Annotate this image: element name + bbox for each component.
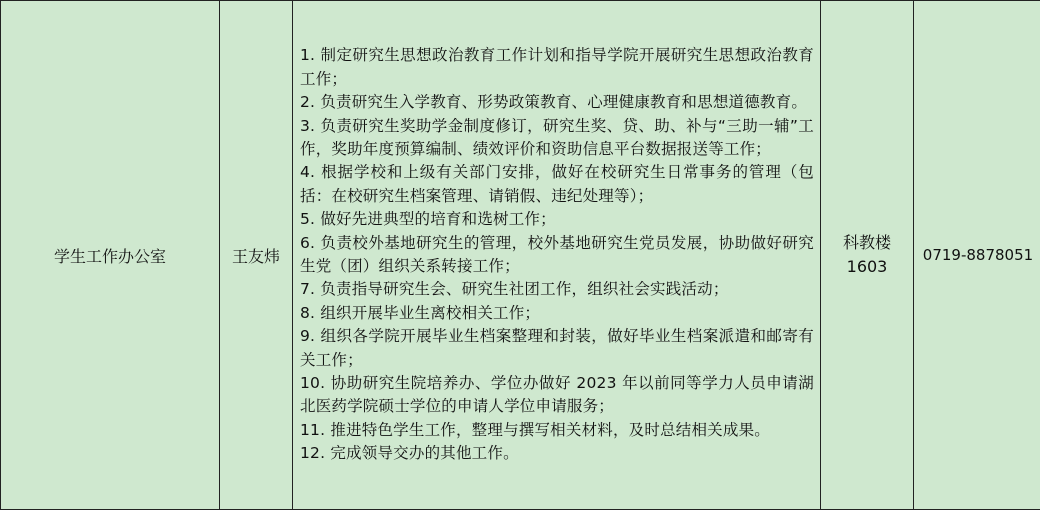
- duty-item-7: 7. 负责指导研究生会、研究生社团工作，组织社会实践活动；: [300, 280, 729, 299]
- duty-item-11: 11. 推进特色学生工作，整理与撰写相关材料，及时总结相关成果。: [300, 420, 770, 439]
- duties-cell: [293, 1, 821, 510]
- duties-list: [300, 44, 814, 465]
- duty-item-3: 3. 负责研究生奖助学金制度修订，研究生奖、贷、助、补与“三助一辅”工作，奖助年度预算编制、绩效评价和资助信息平台数据报送等工作；: [300, 116, 814, 158]
- duty-item-2: 2. 负责研究生入学教育、形势政策教育、心理健康教育和思想道德教育。: [300, 93, 808, 112]
- duty-item-10: 10. 协助研究生院培养办、学位办做好 2023 年以前同等学力人员申请湖北医药学院硕士学位的申请人学位申请服务；: [300, 374, 814, 416]
- person-cell: [220, 1, 293, 510]
- duty-item-1: 1. 制定研究生思想政治教育工作计划和指导学院开展研究生思想政治教育工作；: [300, 46, 814, 88]
- office-cell: [821, 1, 914, 510]
- phone-number: 0719-8878051: [922, 246, 1034, 264]
- duty-item-12: 12. 完成领导交办的其他工作。: [300, 444, 519, 463]
- department-cell: [1, 1, 220, 510]
- department-name: 学生工作办公室: [53, 246, 166, 266]
- duty-item-9: 9. 组织各学院开展毕业生档案整理和封装，做好毕业生档案派遣和邮寄有关工作；: [300, 327, 814, 369]
- phone-cell: [914, 1, 1040, 510]
- duty-item-4: 4. 根据学校和上级有关部门安排，做好在校研究生日常事务的管理（包括：在校研究生档案管理、请销假、违纪处理等）；: [300, 163, 814, 205]
- table-row: [1, 1, 1040, 510]
- office-room: 1603: [846, 257, 888, 276]
- duty-item-5: 5. 做好先进典型的培育和选树工作；: [300, 210, 556, 229]
- person-name: 王友炜: [231, 246, 280, 266]
- duty-item-6: 6. 负责校外基地研究生的管理，校外基地研究生党员发展，协助做好研究生党（团）组织关系转接工作；: [300, 233, 814, 275]
- duty-item-8: 8. 组织开展毕业生离校相关工作；: [300, 303, 541, 322]
- office-building: 科教楼: [842, 233, 891, 252]
